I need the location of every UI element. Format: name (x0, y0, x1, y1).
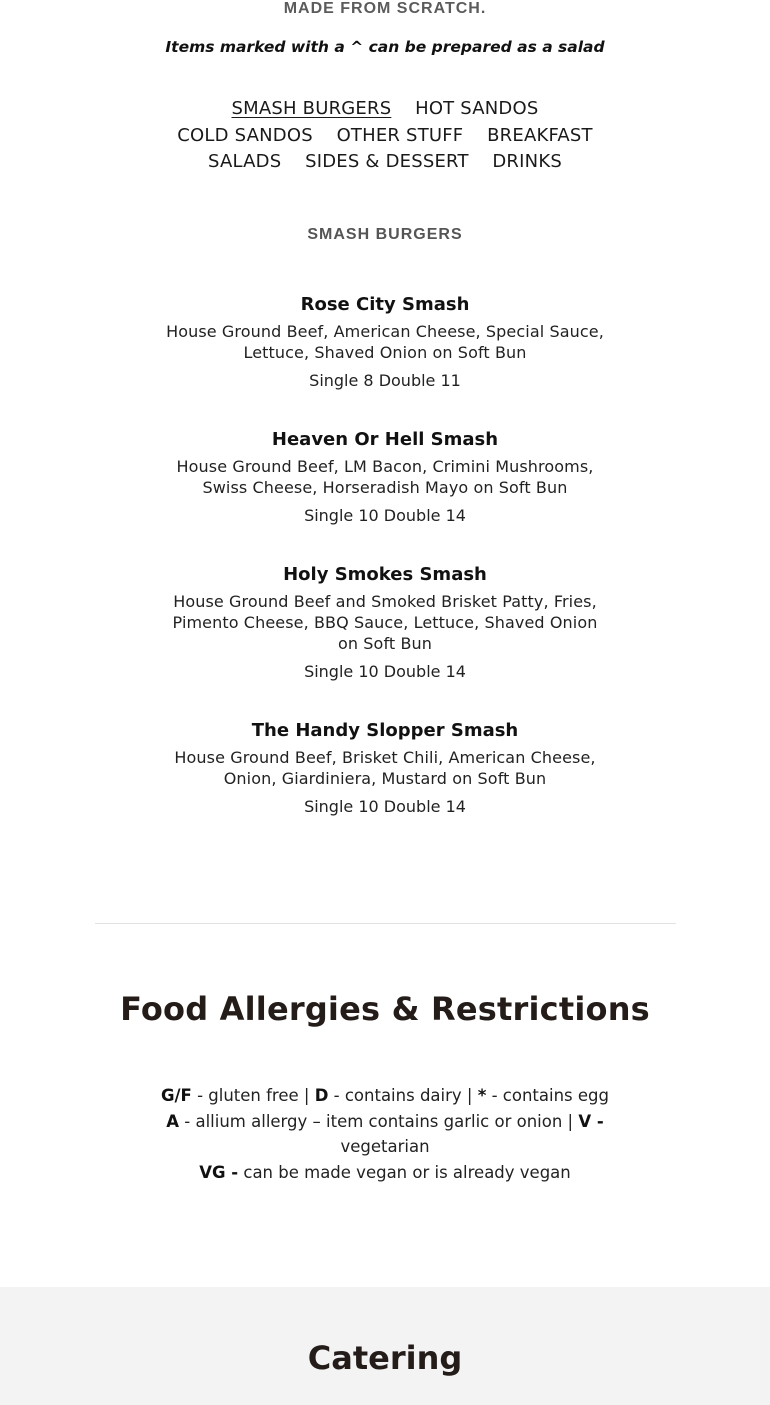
nav-link-drinks[interactable]: DRINKS (492, 151, 562, 172)
intro-eyebrow: MADE FROM SCRATCH. (283, 0, 487, 17)
allium-text: - allium allergy – item contains garlic or onion | (179, 1111, 579, 1131)
salad-note: Items marked with a ^ can be prepared as a salad (165, 38, 605, 56)
catering-section (0, 1287, 770, 1405)
menu-item (160, 563, 610, 682)
item-description: House Ground Beef, American Cheese, Special Sauce, Lettuce, Shaved Onion on Soft Bun (166, 322, 604, 362)
item-description: House Ground Beef, Brisket Chili, American Cheese, Onion, Giardiniera, Mustard on Soft Bun (174, 748, 596, 788)
catering-title: Catering (307, 1339, 463, 1377)
nav-link-other-stuff[interactable]: OTHER STUFF (336, 124, 464, 146)
item-price: Single 10 Double 14 (304, 662, 466, 681)
gf-code: G/F (160, 1086, 192, 1105)
dairy-text: - contains dairy | (328, 1086, 478, 1105)
item-name: The Handy Slopper Smash (251, 720, 519, 741)
dairy-code: D (314, 1086, 329, 1105)
nav-link-breakfast[interactable]: BREAKFAST (487, 124, 593, 146)
nav-link-salads[interactable]: SALADS (208, 151, 282, 172)
allium-code: A (166, 1111, 180, 1131)
item-description: House Ground Beef, LM Bacon, Crimini Mushrooms, Swiss Cheese, Horseradish Mayo on Soft Bun (176, 457, 594, 497)
nav-link-cold-sandos[interactable]: COLD SANDOS (177, 124, 313, 146)
item-price: Single 10 Double 14 (304, 506, 466, 525)
item-name: Heaven Or Hell Smash (271, 429, 499, 450)
menu-item (160, 719, 610, 817)
category-nav (160, 96, 610, 176)
section-divider (95, 923, 676, 924)
vegetarian-text: vegetarian (340, 1137, 430, 1156)
item-description: House Ground Beef and Smoked Brisket Patty, Fries, Pimento Cheese, BBQ Sauce, Lettuce, Shaved Onion on Soft Bun (172, 592, 598, 653)
nav-link-hot-sandos[interactable]: HOT SANDOS (415, 98, 539, 119)
allergy-title: Food Allergies & Restrictions (120, 990, 650, 1028)
vegetarian-code: V - (578, 1111, 604, 1131)
menu-item (160, 293, 610, 391)
vegan-code: VG - (199, 1162, 239, 1182)
nav-link-sides-dessert[interactable]: SIDES & DESSERT (305, 151, 469, 172)
item-price: Single 8 Double 11 (309, 371, 461, 390)
vegan-text: can be made vegan or is already vegan (238, 1162, 571, 1182)
gf-text: - gluten free | (191, 1086, 315, 1105)
item-price: Single 10 Double 14 (304, 797, 466, 816)
nav-link-smash-burgers[interactable]: SMASH BURGERS (231, 98, 392, 119)
allergy-legend (160, 1083, 610, 1185)
egg-code: * (477, 1086, 487, 1105)
item-name: Rose City Smash (300, 294, 470, 315)
item-name: Holy Smokes Smash (283, 564, 487, 585)
egg-text: - contains egg (486, 1086, 609, 1105)
section-heading: SMASH BURGERS (307, 226, 463, 243)
menu-item (160, 428, 610, 526)
